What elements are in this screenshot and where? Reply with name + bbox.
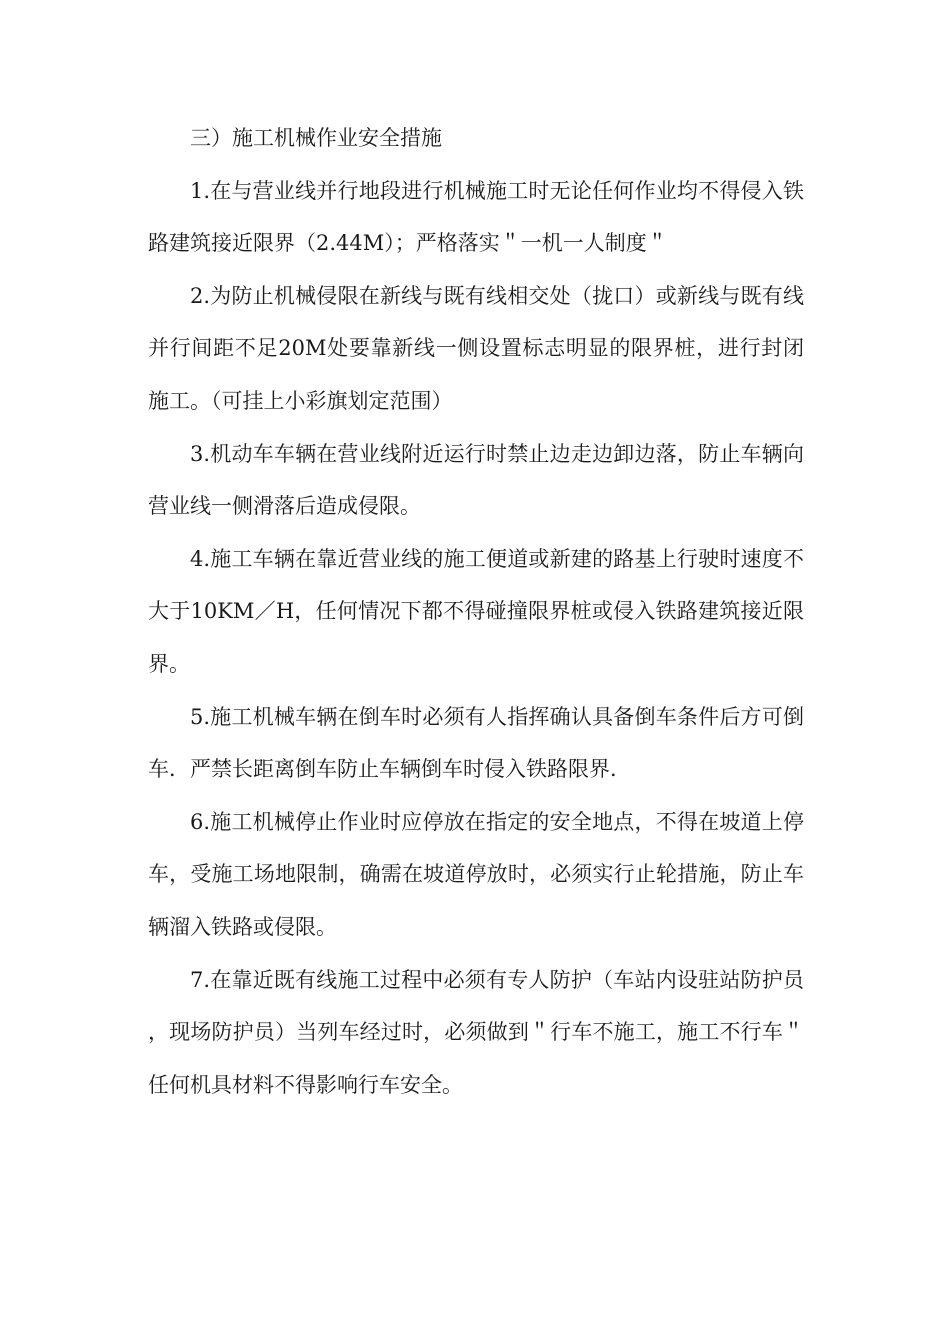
paragraph-4: 4.施工车辆在靠近营业线的施工便道或新建的路基上行驶时速度不大于10KM／H，任何情况下都不得碰撞限界桩或侵入铁路建筑接近限界。	[148, 546, 804, 676]
paragraph-1: 1.在与营业线并行地段进行机械施工时无论任何作业均不得侵入铁路建筑接近限界（2.44M）；严格落实＂一机一人制度＂	[148, 178, 804, 256]
paragraph-7: 7.在靠近既有线施工过程中必须有专人防护（车站内设驻站防护员，现场防护员）当列车经过时，必须做到＂行车不施工，施工不行车＂任何机具材料不得影响行车安全。	[148, 967, 804, 1097]
paragraph-2: 2.为防止机械侵限在新线与既有线相交处（拢口）或新线与既有线并行间距不足20M处要靠新线一侧设置标志明显的限界桩，进行封闭施工。（可挂上小彩旗划定范围）	[148, 283, 804, 413]
paragraph-3: 3.机动车车辆在营业线附近运行时禁止边走边卸边落，防止车辆向营业线一侧滑落后造成侵限。	[148, 441, 804, 519]
document-body	[148, 112, 804, 1111]
section-heading: 三）施工机械作业安全措施	[190, 126, 442, 150]
paragraph-6: 6.施工机械停止作业时应停放在指定的安全地点，不得在坡道上停车，受施工场地限制，确需在坡道停放时，必须实行止轮措施，防止车辆溜入铁路或侵限。	[148, 809, 804, 939]
paragraph-5: 5.施工机械车辆在倒车时必须有人指挥确认具备倒车条件后方可倒车．严禁长距离倒车防止车辆倒车时侵入铁路限界．	[148, 704, 804, 782]
